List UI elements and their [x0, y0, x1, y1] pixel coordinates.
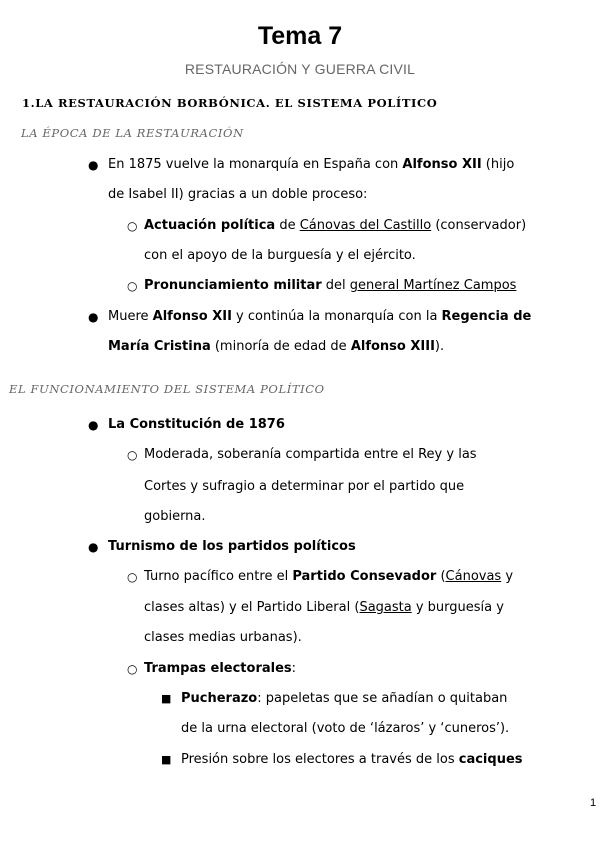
- subsection-heading-funcionamiento: EL FUNCIONAMIENTO DEL SISTEMA POLÍTICO: [9, 382, 325, 396]
- bullet-filled-icon: ●: [88, 540, 99, 554]
- bullet-filled-icon: ●: [88, 418, 99, 432]
- list-item-text: María Cristina (minoría de edad de Alfonso XIII).: [108, 339, 445, 354]
- document-title: Tema 7: [257, 22, 343, 50]
- list-item-text: de Isabel II) gracias a un doble proceso:: [108, 187, 368, 202]
- list-item-text: Actuación política de Cánovas del Castillo (conservador): [144, 218, 527, 233]
- page-number: 1: [590, 797, 597, 809]
- bullet-square-icon: ■: [161, 753, 172, 766]
- list-item-text: Presión sobre los electores a través de los caciques: [181, 752, 523, 767]
- list-item-text: gobierna.: [144, 509, 206, 524]
- list-item-text: Pucherazo: papeletas que se añadían o quitaban: [181, 691, 508, 706]
- subsection-heading-epoca: LA ÉPOCA DE LA RESTAURACIÓN: [21, 126, 244, 140]
- list-item-text: Muere Alfonso XII y continúa la monarquía con la Regencia de: [108, 309, 532, 324]
- list-item-text: con el apoyo de la burguesía y el ejército.: [144, 248, 416, 263]
- list-item-text: En 1875 vuelve la monarquía en España con Alfonso XII (hijo: [108, 157, 515, 172]
- bullet-hollow-icon: ○: [127, 662, 138, 676]
- list-item-text: Trampas electorales:: [144, 661, 297, 676]
- list-item-text: de la urna electoral (voto de ‘lázaros’ y ‘cuneros’).: [181, 721, 510, 736]
- bullet-hollow-icon: ○: [127, 448, 138, 462]
- list-item-text: Turnismo de los partidos políticos: [108, 539, 356, 554]
- list-item-text: La Constitución de 1876: [108, 417, 285, 432]
- bullet-square-icon: ■: [161, 692, 172, 705]
- document-subtitle: RESTAURACIÓN Y GUERRA CIVIL: [184, 61, 416, 77]
- bullet-hollow-icon: ○: [127, 570, 138, 584]
- list-item-text: clases medias urbanas).: [144, 630, 302, 645]
- list-item-text: Turno pacífico entre el Partido Consevador (Cánovas y: [144, 569, 514, 584]
- list-item-text: clases altas) y el Partido Liberal (Sagasta y burguesía y: [144, 600, 504, 615]
- bullet-filled-icon: ●: [88, 158, 99, 172]
- bullet-filled-icon: ●: [88, 310, 99, 324]
- bullet-hollow-icon: ○: [127, 219, 138, 233]
- list-item-text: Pronunciamiento militar del general Martínez Campos: [144, 278, 517, 293]
- bullet-hollow-icon: ○: [127, 279, 138, 293]
- list-item-text: Moderada, soberanía compartida entre el Rey y las: [144, 447, 477, 462]
- section-heading-1: 1.LA RESTAURACIÓN BORBÓNICA. EL SISTEMA POLÍTICO: [22, 96, 438, 110]
- list-item-text: Cortes y sufragio a determinar por el partido que: [144, 479, 465, 494]
